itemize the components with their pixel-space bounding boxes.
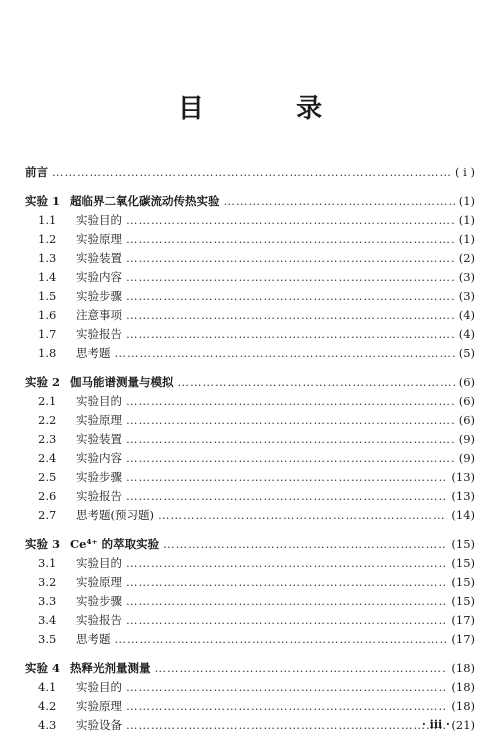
toc-section-entry[interactable] [25,677,475,696]
dot-leader [126,489,447,503]
toc-chapter-entry[interactable] [25,191,475,210]
toc-entry-title: 实验目的 [76,679,122,694]
toc-entry-page: (9) [458,431,475,446]
dot-leader [224,194,455,208]
toc-section-entry[interactable] [25,505,475,524]
dot-leader [126,327,455,341]
toc-entry-title: 实验装置 [76,250,122,265]
toc-entry-number: 3.2 [38,574,57,589]
toc-entry-page: (1) [458,231,475,246]
dot-leader [126,556,447,570]
dot-leader [126,699,447,713]
toc-entry-page: (4) [458,307,475,322]
toc-section-entry[interactable] [25,715,475,734]
dot-leader [52,165,451,179]
toc-section-entry[interactable] [25,248,475,267]
toc-entry-page: (15) [451,593,475,608]
dot-leader [126,432,455,446]
toc-entry-page: (3) [458,288,475,303]
toc-entry-page: (21) [451,717,475,732]
dot-leader [178,375,455,389]
toc-entry-title: 思考题 [76,631,111,646]
toc-section-entry[interactable] [25,210,475,229]
toc-entry-page: (1) [458,193,475,208]
dot-leader [158,508,447,522]
toc-entry-page: (13) [451,469,475,484]
toc-section-entry[interactable] [25,410,475,429]
toc-section-entry[interactable] [25,391,475,410]
toc-entry-number: 2.7 [38,507,57,522]
toc-entry-title: 思考题(预习题) [76,507,154,522]
toc-chapter-entry[interactable] [25,658,475,677]
toc-section-entry[interactable] [25,429,475,448]
toc-entry-page: (6) [458,393,475,408]
dot-leader [126,270,455,284]
toc-section-entry[interactable] [25,448,475,467]
toc-entry-number: 2.6 [38,488,57,503]
toc-entry-number: 4.2 [38,698,57,713]
toc-entry-page: (5) [458,345,475,360]
dot-leader [126,718,447,732]
toc-entry-number: 实验 2 [25,374,61,389]
toc-section-entry[interactable] [25,343,475,362]
toc-section-entry[interactable] [25,267,475,286]
toc-section-entry[interactable] [25,286,475,305]
toc-section-entry[interactable] [25,572,475,591]
toc-entry-title: 热释光剂量测量 [70,660,151,675]
toc-entry-page: (18) [451,698,475,713]
toc-entry-number: 2.2 [38,412,57,427]
toc-entry-title: 实验步骤 [76,288,122,303]
toc-entry-title: 思考题 [76,345,111,360]
toc-entry-page: ( i ) [455,164,475,179]
toc-entry-title: 实验步骤 [76,469,122,484]
toc-entry-page: (15) [451,536,475,551]
page-number-footer: · iii · [422,718,450,731]
toc-section-entry[interactable] [25,486,475,505]
toc-section-entry[interactable] [25,696,475,715]
toc-entry-number: 实验 4 [25,660,61,675]
toc-entry-page: (15) [451,574,475,589]
toc-entry-number: 3.5 [38,631,57,646]
dot-leader [126,451,455,465]
toc-chapter-entry[interactable] [25,372,475,391]
toc-entry-number: 1.8 [38,345,57,360]
toc-entry-number: 1.1 [38,212,57,227]
toc-entry-page: (2) [458,250,475,265]
toc-entry-page: (3) [458,269,475,284]
page-title: 目 录 [177,94,364,124]
toc-entry-title: 实验内容 [76,450,122,465]
dot-leader [126,470,447,484]
toc-chapter-entry[interactable] [25,162,475,181]
toc-entry-number: 3.4 [38,612,57,627]
toc-entry-page: (9) [458,450,475,465]
toc-entry-title: 实验目的 [76,212,122,227]
toc-entry-number: 4.3 [38,717,57,732]
toc-entry-page: (15) [451,555,475,570]
toc-entry-number: 3.1 [38,555,57,570]
toc-entry-number: 1.4 [38,269,57,284]
toc-entry-title: 实验报告 [76,326,122,341]
toc-entry-title: 超临界二氧化碳流动传热实验 [70,193,220,208]
toc-section-entry[interactable] [25,467,475,486]
toc-entry-title: 实验原理 [76,412,122,427]
toc-entry-title: 实验原理 [76,231,122,246]
toc-entry-title: 实验装置 [76,431,122,446]
toc-entry-title: 伽马能谱测量与模拟 [70,374,174,389]
dot-leader [163,537,447,551]
dot-leader [126,232,455,246]
dot-leader [126,289,455,303]
toc-entry-number: 1.3 [38,250,57,265]
dot-leader [126,575,447,589]
toc-entry-title: 实验报告 [76,488,122,503]
toc-entry-page: (17) [451,612,475,627]
toc-entry-number: 2.1 [38,393,57,408]
toc-entry-title: 实验原理 [76,574,122,589]
toc-entry-number: 2.4 [38,450,57,465]
toc-entry-number: 1.5 [38,288,57,303]
toc-entry-title: 实验设备 [76,717,122,732]
toc-entry-page: (4) [458,326,475,341]
toc-entry-number: 实验 1 [25,193,61,208]
toc-entry-page: (6) [458,412,475,427]
toc-entry-number: 2.3 [38,431,57,446]
toc-entry-title: 实验内容 [76,269,122,284]
toc-entry-number: 3.3 [38,593,57,608]
toc-entry-page: (13) [451,488,475,503]
toc-entry-title: 实验报告 [76,612,122,627]
dot-leader [126,594,447,608]
toc-entry-title: Ce⁴⁺ 的萃取实验 [70,536,160,551]
toc-entry-title: 注意事项 [76,307,122,322]
toc-entry-page: (17) [451,631,475,646]
dot-leader [115,632,448,646]
toc-entry-page: (14) [451,507,475,522]
dot-leader [126,308,455,322]
toc-entry-title: 前言 [25,164,48,179]
toc-section-entry[interactable] [25,305,475,324]
toc-entry-number: 1.6 [38,307,57,322]
toc-chapter-entry[interactable] [25,534,475,553]
toc-entry-number: 1.2 [38,231,57,246]
toc-entry-page: (18) [451,660,475,675]
toc-entry-page: (18) [451,679,475,694]
toc-entry-title: 实验步骤 [76,593,122,608]
toc-section-entry[interactable] [25,553,475,572]
toc-entry-title: 实验目的 [76,555,122,570]
dot-leader [126,680,447,694]
toc-section-entry[interactable] [25,629,475,648]
dot-leader [126,251,455,265]
toc-entry-number: 1.7 [38,326,57,341]
toc-entry-number: 4.1 [38,679,57,694]
toc-entry-title: 实验原理 [76,698,122,713]
toc-entry-page: (6) [458,374,475,389]
dot-leader [115,346,455,360]
dot-leader [126,413,455,427]
dot-leader [155,661,448,675]
toc-entry-number: 实验 3 [25,536,61,551]
toc-entry-title: 实验目的 [76,393,122,408]
toc-section-entry[interactable] [25,324,475,343]
toc-entry-number: 2.5 [38,469,57,484]
dot-leader [126,213,455,227]
dot-leader [126,613,447,627]
toc-entry-page: (1) [458,212,475,227]
toc-section-entry[interactable] [25,591,475,610]
toc-section-entry[interactable] [25,610,475,629]
dot-leader [126,394,455,408]
toc-section-entry[interactable] [25,229,475,248]
